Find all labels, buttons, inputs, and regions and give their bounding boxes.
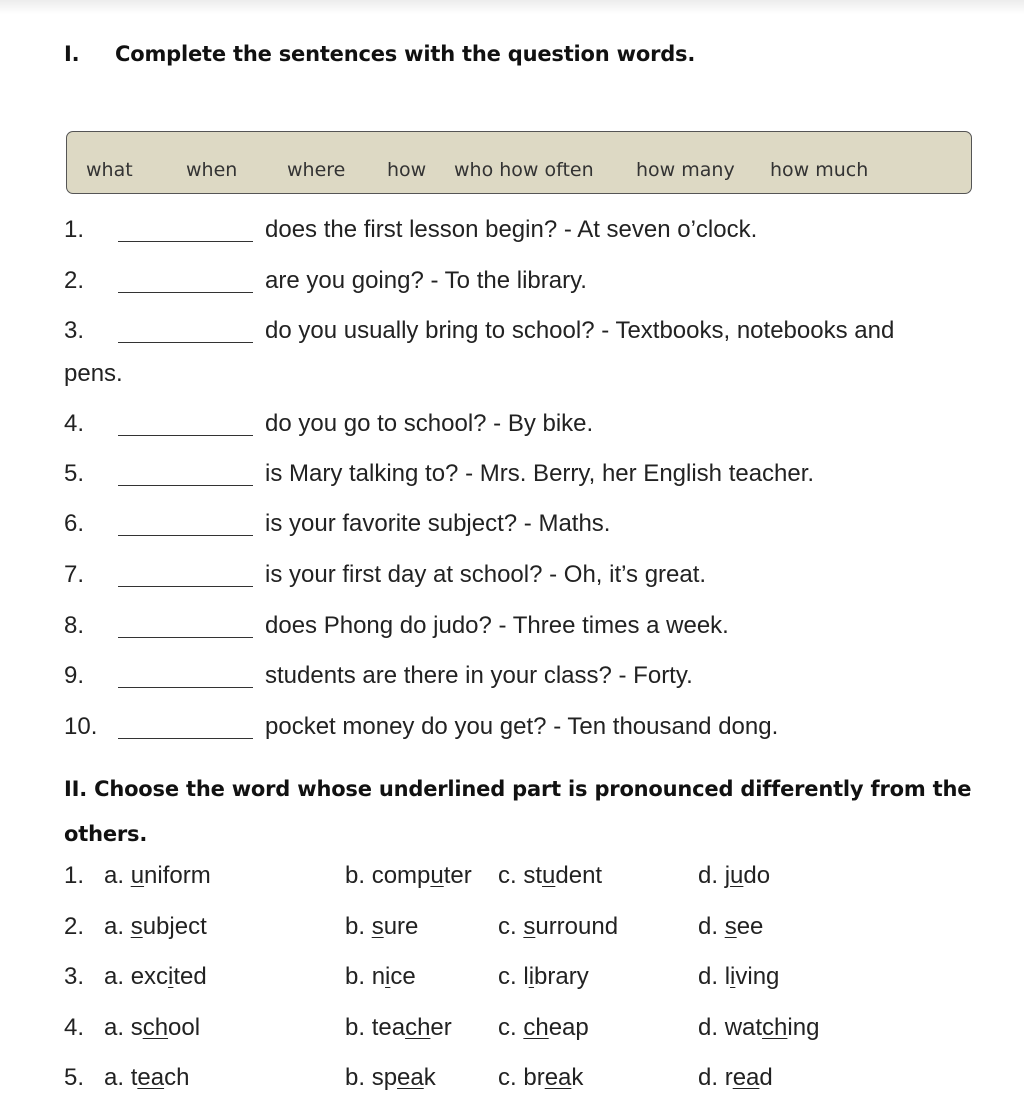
underlined-part: u bbox=[430, 862, 444, 889]
option-word-end: dent bbox=[555, 862, 603, 889]
option-word-end: er bbox=[430, 1014, 452, 1041]
question-row bbox=[0, 216, 1024, 250]
underlined-part: ch bbox=[142, 1014, 169, 1041]
option-word-end: urround bbox=[535, 913, 619, 940]
option-word-end: ool bbox=[168, 1014, 201, 1041]
underlined-part: u bbox=[542, 862, 556, 889]
option-word-start: s bbox=[130, 1014, 143, 1041]
question-text: does Phong do judo? - Three times a week. bbox=[265, 612, 729, 639]
section-1-number: I. bbox=[64, 42, 80, 66]
question-number: 4. bbox=[64, 410, 85, 437]
option-word-end: ce bbox=[390, 963, 416, 990]
underlined-part: u bbox=[130, 862, 145, 889]
underlined-part: s bbox=[724, 913, 737, 940]
question-row bbox=[0, 561, 1024, 595]
answer-blank[interactable] bbox=[118, 586, 253, 587]
option-word-start: comp bbox=[371, 862, 431, 889]
option-label: d. bbox=[698, 1064, 719, 1091]
option-word-end: ure bbox=[383, 913, 419, 940]
answer-blank[interactable] bbox=[118, 485, 253, 486]
underlined-part: ea bbox=[137, 1064, 165, 1091]
option-word-start: wat bbox=[724, 1014, 763, 1041]
option-label: b. bbox=[345, 1014, 366, 1041]
pronunciation-row bbox=[0, 963, 1024, 997]
underlined-part: ch bbox=[762, 1014, 788, 1041]
underlined-part: u bbox=[730, 862, 744, 889]
option-word-end: brary bbox=[534, 963, 589, 990]
question-row bbox=[0, 612, 1024, 646]
question-text: does the first lesson begin? - At seven o’clock. bbox=[265, 216, 758, 243]
question-text: students are there in your class? - Forty. bbox=[265, 662, 693, 689]
option-c[interactable] bbox=[498, 913, 618, 941]
answer-blank[interactable] bbox=[118, 637, 253, 638]
question-number: 7. bbox=[64, 561, 85, 588]
option-word-start: tea bbox=[371, 1014, 406, 1041]
option-word-end: ee bbox=[736, 913, 764, 940]
option-label: d. bbox=[698, 1014, 719, 1041]
option-b[interactable] bbox=[345, 1064, 436, 1092]
option-word-end: ving bbox=[735, 963, 780, 990]
option-label: b. bbox=[345, 1064, 366, 1091]
option-word-start: n bbox=[371, 963, 386, 990]
question-row bbox=[0, 410, 1024, 444]
question-row bbox=[0, 510, 1024, 544]
section-1-title: Complete the sentences with the question words. bbox=[115, 42, 696, 66]
option-d[interactable] bbox=[698, 1014, 819, 1042]
option-word-start: sp bbox=[371, 1064, 398, 1091]
section-2-heading: II. Choose the word whose underlined part is pronounced differently from the others. bbox=[64, 777, 972, 846]
question-text: is your first day at school? - Oh, it’s great. bbox=[265, 561, 707, 588]
underlined-part: i bbox=[528, 963, 535, 990]
option-label: b. bbox=[345, 862, 366, 889]
option-word-end: eap bbox=[548, 1014, 589, 1041]
option-label: a. bbox=[104, 1064, 125, 1091]
option-a[interactable] bbox=[104, 1014, 200, 1042]
pronunciation-row bbox=[0, 913, 1024, 947]
word-box-item: how much bbox=[770, 159, 869, 181]
answer-blank[interactable] bbox=[118, 535, 253, 536]
question-row bbox=[0, 267, 1024, 301]
question-row bbox=[0, 460, 1024, 494]
option-d[interactable] bbox=[698, 1064, 773, 1092]
option-label: d. bbox=[698, 963, 719, 990]
answer-blank[interactable] bbox=[118, 738, 253, 739]
row-number: 1. bbox=[64, 862, 85, 889]
word-box bbox=[66, 131, 972, 194]
option-label: a. bbox=[104, 963, 125, 990]
question-text: do you usually bring to school? - Textbooks, notebooks and bbox=[265, 317, 895, 344]
option-label: c. bbox=[498, 963, 517, 990]
pronunciation-row bbox=[0, 1014, 1024, 1048]
option-word-start: l bbox=[724, 963, 731, 990]
option-label: c. bbox=[498, 862, 517, 889]
option-word-end: k bbox=[423, 1064, 436, 1091]
underlined-part: i bbox=[730, 963, 736, 990]
option-word-start: l bbox=[523, 963, 529, 990]
option-label: d. bbox=[698, 862, 719, 889]
word-box-item: how many bbox=[636, 159, 735, 181]
question-number: 1. bbox=[64, 216, 85, 243]
option-label: c. bbox=[498, 913, 517, 940]
question-row bbox=[0, 662, 1024, 696]
question-number: 9. bbox=[64, 662, 85, 689]
word-box-item: where bbox=[287, 159, 346, 181]
option-a[interactable] bbox=[104, 862, 211, 890]
underlined-part: i bbox=[385, 963, 391, 990]
option-b[interactable] bbox=[345, 963, 416, 991]
underlined-part: ea bbox=[544, 1064, 572, 1091]
option-word-start: exc bbox=[130, 963, 169, 990]
question-row bbox=[0, 317, 1024, 351]
option-label: c. bbox=[498, 1064, 517, 1091]
option-word-start: r bbox=[724, 1064, 733, 1091]
option-word-end: niform bbox=[144, 862, 211, 889]
option-c[interactable] bbox=[498, 1014, 589, 1042]
question-number: 10. bbox=[64, 713, 98, 740]
option-d[interactable] bbox=[698, 963, 779, 991]
pronunciation-row bbox=[0, 1064, 1024, 1098]
option-label: a. bbox=[104, 1014, 125, 1041]
question-text: is your favorite subject? - Maths. bbox=[265, 510, 611, 537]
word-box-item: how bbox=[387, 159, 427, 181]
option-word-end: ubject bbox=[142, 913, 207, 940]
question-number: 5. bbox=[64, 460, 85, 487]
option-a[interactable] bbox=[104, 963, 207, 991]
underlined-part: ea bbox=[397, 1064, 424, 1091]
option-label: a. bbox=[104, 913, 125, 940]
question-text: are you going? - To the library. bbox=[265, 267, 587, 294]
option-label: c. bbox=[498, 1014, 517, 1041]
answer-blank[interactable] bbox=[118, 292, 253, 293]
option-word-end: ing bbox=[787, 1014, 820, 1041]
page-top-shade bbox=[0, 0, 1024, 14]
option-word-start: st bbox=[523, 862, 543, 889]
underlined-part: ch bbox=[523, 1014, 549, 1041]
option-word-end: ch bbox=[164, 1064, 190, 1091]
option-b[interactable] bbox=[345, 913, 418, 941]
option-b[interactable] bbox=[345, 862, 472, 890]
underlined-part: i bbox=[168, 963, 174, 990]
word-box-item: when bbox=[186, 159, 238, 181]
underlined-part: s bbox=[523, 913, 536, 940]
option-a[interactable] bbox=[104, 1064, 189, 1092]
option-d[interactable] bbox=[698, 862, 770, 890]
option-d[interactable] bbox=[698, 913, 763, 941]
option-word-end: ted bbox=[173, 963, 207, 990]
underlined-part: ch bbox=[405, 1014, 431, 1041]
answer-blank[interactable] bbox=[118, 342, 253, 343]
row-number: 4. bbox=[64, 1014, 85, 1041]
question-text: pocket money do you get? - Ten thousand dong. bbox=[265, 713, 779, 740]
question-text: do you go to school? - By bike. bbox=[265, 410, 594, 437]
option-word-end: ter bbox=[443, 862, 472, 889]
row-number: 2. bbox=[64, 913, 85, 940]
answer-blank[interactable] bbox=[118, 241, 253, 242]
option-word-end: k bbox=[571, 1064, 584, 1091]
underlined-part: ea bbox=[732, 1064, 760, 1091]
row-number: 3. bbox=[64, 963, 85, 990]
section-1-heading bbox=[64, 42, 695, 66]
option-c[interactable] bbox=[498, 1064, 583, 1092]
answer-blank[interactable] bbox=[118, 435, 253, 436]
underlined-part: s bbox=[130, 913, 143, 940]
word-box-item: who how often bbox=[454, 159, 594, 181]
option-label: b. bbox=[345, 913, 366, 940]
option-c[interactable] bbox=[498, 862, 602, 890]
question-number: 8. bbox=[64, 612, 85, 639]
question-number: 2. bbox=[64, 267, 85, 294]
option-word-start: j bbox=[724, 862, 731, 889]
option-label: a. bbox=[104, 862, 125, 889]
question-number: 3. bbox=[64, 317, 85, 344]
option-word-start: t bbox=[130, 1064, 138, 1091]
row-number: 5. bbox=[64, 1064, 85, 1091]
option-word-start: br bbox=[523, 1064, 545, 1091]
question-continuation: pens. bbox=[64, 360, 123, 387]
option-label: d. bbox=[698, 913, 719, 940]
option-c[interactable] bbox=[498, 963, 589, 991]
word-box-item: what bbox=[86, 159, 133, 181]
answer-blank[interactable] bbox=[118, 687, 253, 688]
underlined-part: s bbox=[371, 913, 384, 940]
option-b[interactable] bbox=[345, 1014, 452, 1042]
option-word-end: d bbox=[759, 1064, 773, 1091]
option-label: b. bbox=[345, 963, 366, 990]
question-row bbox=[0, 713, 1024, 747]
option-a[interactable] bbox=[104, 913, 207, 941]
question-number: 6. bbox=[64, 510, 85, 537]
question-text: is Mary talking to? - Mrs. Berry, her English teacher. bbox=[265, 460, 815, 487]
option-word-end: do bbox=[743, 862, 771, 889]
pronunciation-row bbox=[0, 862, 1024, 896]
